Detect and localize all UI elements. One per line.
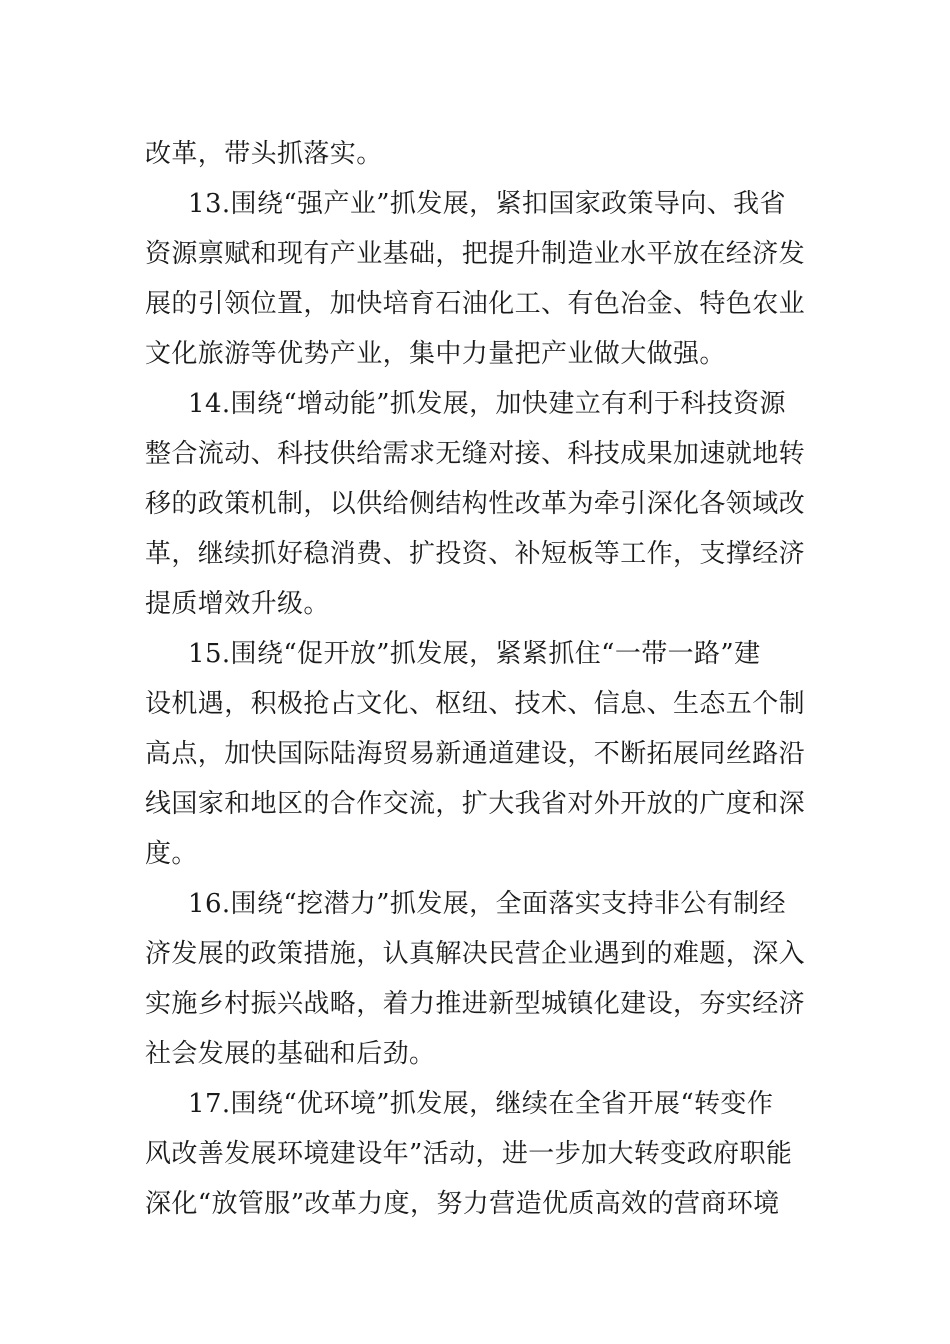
text-line: 资源禀赋和现有产业基础，把提升制造业水平放在经济发 bbox=[145, 239, 806, 269]
text-line: 度。 bbox=[145, 839, 198, 869]
text-line: 提质增效升级。 bbox=[145, 589, 330, 619]
paragraph-17-start: 17.围绕“优环境”抓发展，继续在全省开展“转变作 bbox=[188, 1089, 774, 1119]
text-line: 革，继续抓好稳消费、扩投资、补短板等工作，支撑经济 bbox=[145, 539, 806, 569]
text-line: 设机遇，积极抢占文化、枢纽、技术、信息、生态五个制 bbox=[145, 689, 806, 719]
text-line: 实施乡村振兴战略，着力推进新型城镇化建设，夯实经济 bbox=[145, 989, 806, 1019]
text-line: 线国家和地区的合作交流，扩大我省对外开放的广度和深 bbox=[145, 789, 806, 819]
paragraph-14-start: 14.围绕“增动能”抓发展，加快建立有利于科技资源 bbox=[188, 389, 786, 419]
text-line: 展的引领位置，加快培育石油化工、有色冶金、特色农业 bbox=[145, 289, 806, 319]
text-line: 文化旅游等优势产业，集中力量把产业做大做强。 bbox=[145, 339, 726, 369]
text-line: 济发展的政策措施，认真解决民营企业遇到的难题，深入 bbox=[145, 939, 806, 969]
text-line: 移的政策机制，以供给侧结构性改革为牵引深化各领域改 bbox=[145, 489, 806, 519]
text-line: 改革，带头抓落实。 bbox=[145, 139, 383, 169]
text-line: 社会发展的基础和后劲。 bbox=[145, 1039, 436, 1069]
text-line: 风改善发展环境建设年”活动，进一步加大转变政府职能 bbox=[145, 1139, 793, 1169]
text-line: 整合流动、科技供给需求无缝对接、科技成果加速就地转 bbox=[145, 439, 806, 469]
paragraph-16-start: 16.围绕“挖潜力”抓发展，全面落实支持非公有制经 bbox=[188, 889, 786, 919]
paragraph-13-start: 13.围绕“强产业”抓发展，紧扣国家政策导向、我省 bbox=[188, 189, 786, 219]
text-line: 深化“放管服”改革力度，努力营造优质高效的营商环境 bbox=[145, 1189, 780, 1219]
text-line: 高点，加快国际陆海贸易新通道建设，不断拓展同丝路沿 bbox=[145, 739, 806, 769]
paragraph-15-start: 15.围绕“促开放”抓发展，紧紧抓住“一带一路”建 bbox=[188, 639, 761, 669]
